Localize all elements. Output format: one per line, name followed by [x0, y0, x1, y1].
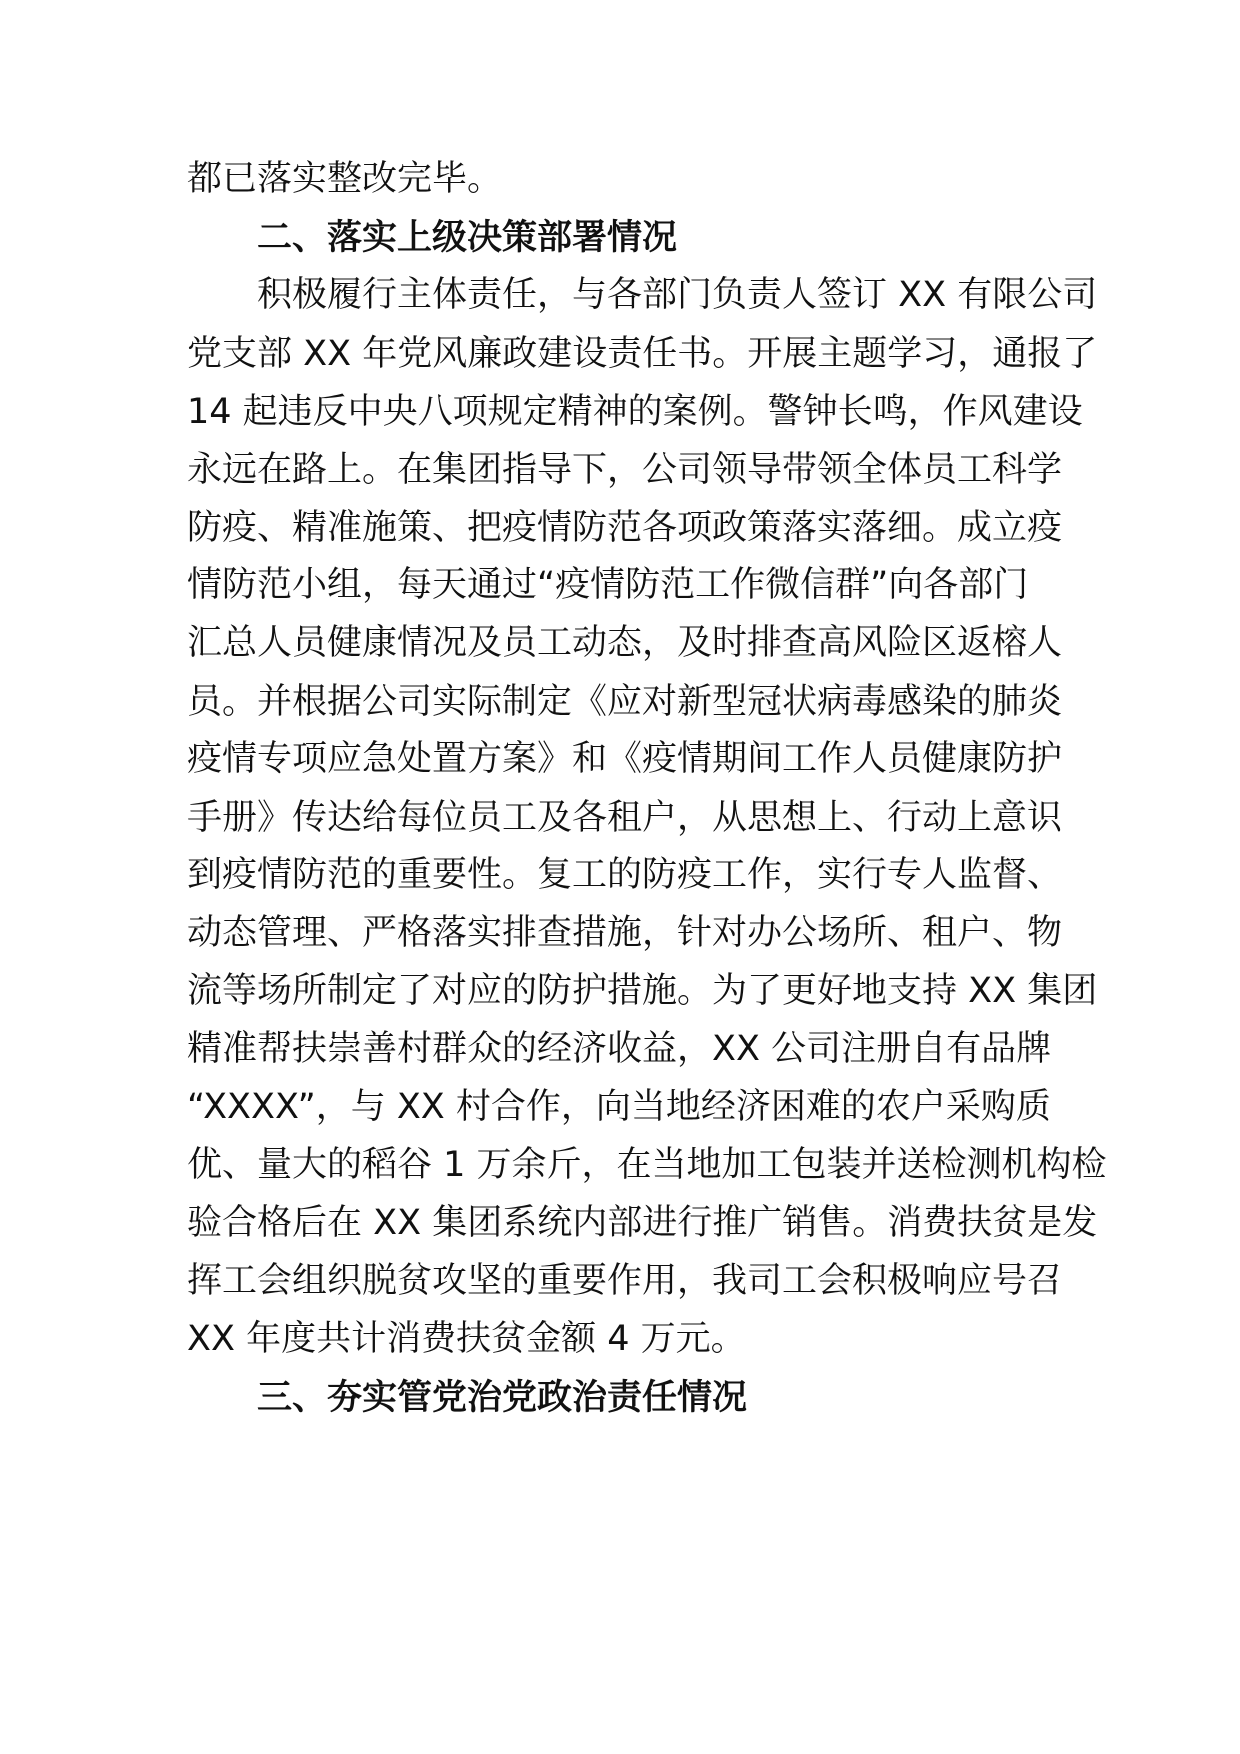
paragraph-line: 14 起违反中央八项规定精神的案例。警钟长鸣，作风建设 — [187, 392, 1083, 432]
paragraph-line: 流等场所制定了对应的防护措施。为了更好地支持 XX 集团 — [187, 971, 1098, 1011]
paragraph-line: 党支部 XX 年党风廉政建设责任书。开展主题学习，通报了 — [187, 334, 1098, 374]
paragraph-line: 优、量大的稻谷 1 万余斤，在当地加工包装并送检测机构检 — [187, 1145, 1107, 1185]
paragraph-line: 防疫、精准施策、把疫情防范各项政策落实落细。成立疫 — [187, 508, 1063, 548]
paragraph-line: 挥工会组织脱贫攻坚的重要作用，我司工会积极响应号召 — [187, 1261, 1063, 1301]
paragraph-line: “XXXX”，与 XX 村合作，向当地经济困难的农户采购质 — [187, 1087, 1051, 1127]
paragraph-line: 动态管理、严格落实排查措施，针对办公场所、租户、物 — [187, 913, 1063, 953]
section-heading: 三、夯实管党治党政治责任情况 — [257, 1378, 748, 1418]
section-heading: 二、落实上级决策部署情况 — [257, 218, 678, 258]
paragraph-line: 验合格后在 XX 集团系统内部进行推广销售。消费扶贫是发 — [187, 1203, 1098, 1243]
paragraph-line: 精准帮扶崇善村群众的经济收益，XX 公司注册自有品牌 — [187, 1029, 1052, 1069]
paragraph-line: 到疫情防范的重要性。复工的防疫工作，实行专人监督、 — [187, 855, 1063, 895]
paragraph-line: 汇总人员健康情况及员工动态，及时排查高风险区返榕人 — [187, 623, 1063, 663]
paragraph-line: 永远在路上。在集团指导下，公司领导带领全体员工科学 — [187, 450, 1063, 490]
paragraph-line: 积极履行主体责任，与各部门负责人签订 XX 有限公司 — [257, 275, 1098, 315]
paragraph-line: 疫情专项应急处置方案》和《疫情期间工作人员健康防护 — [187, 739, 1063, 779]
paragraph-line: XX 年度共计消费扶贫金额 4 万元。 — [187, 1319, 746, 1359]
paragraph-line: 都已落实整改完毕。 — [187, 159, 503, 199]
paragraph-line: 手册》传达给每位员工及各租户，从思想上、行动上意识 — [187, 798, 1063, 838]
paragraph-line: 情防范小组，每天通过“疫情防范工作微信群”向各部门 — [187, 565, 1029, 605]
paragraph-line: 员。并根据公司实际制定《应对新型冠状病毒感染的肺炎 — [187, 682, 1063, 722]
